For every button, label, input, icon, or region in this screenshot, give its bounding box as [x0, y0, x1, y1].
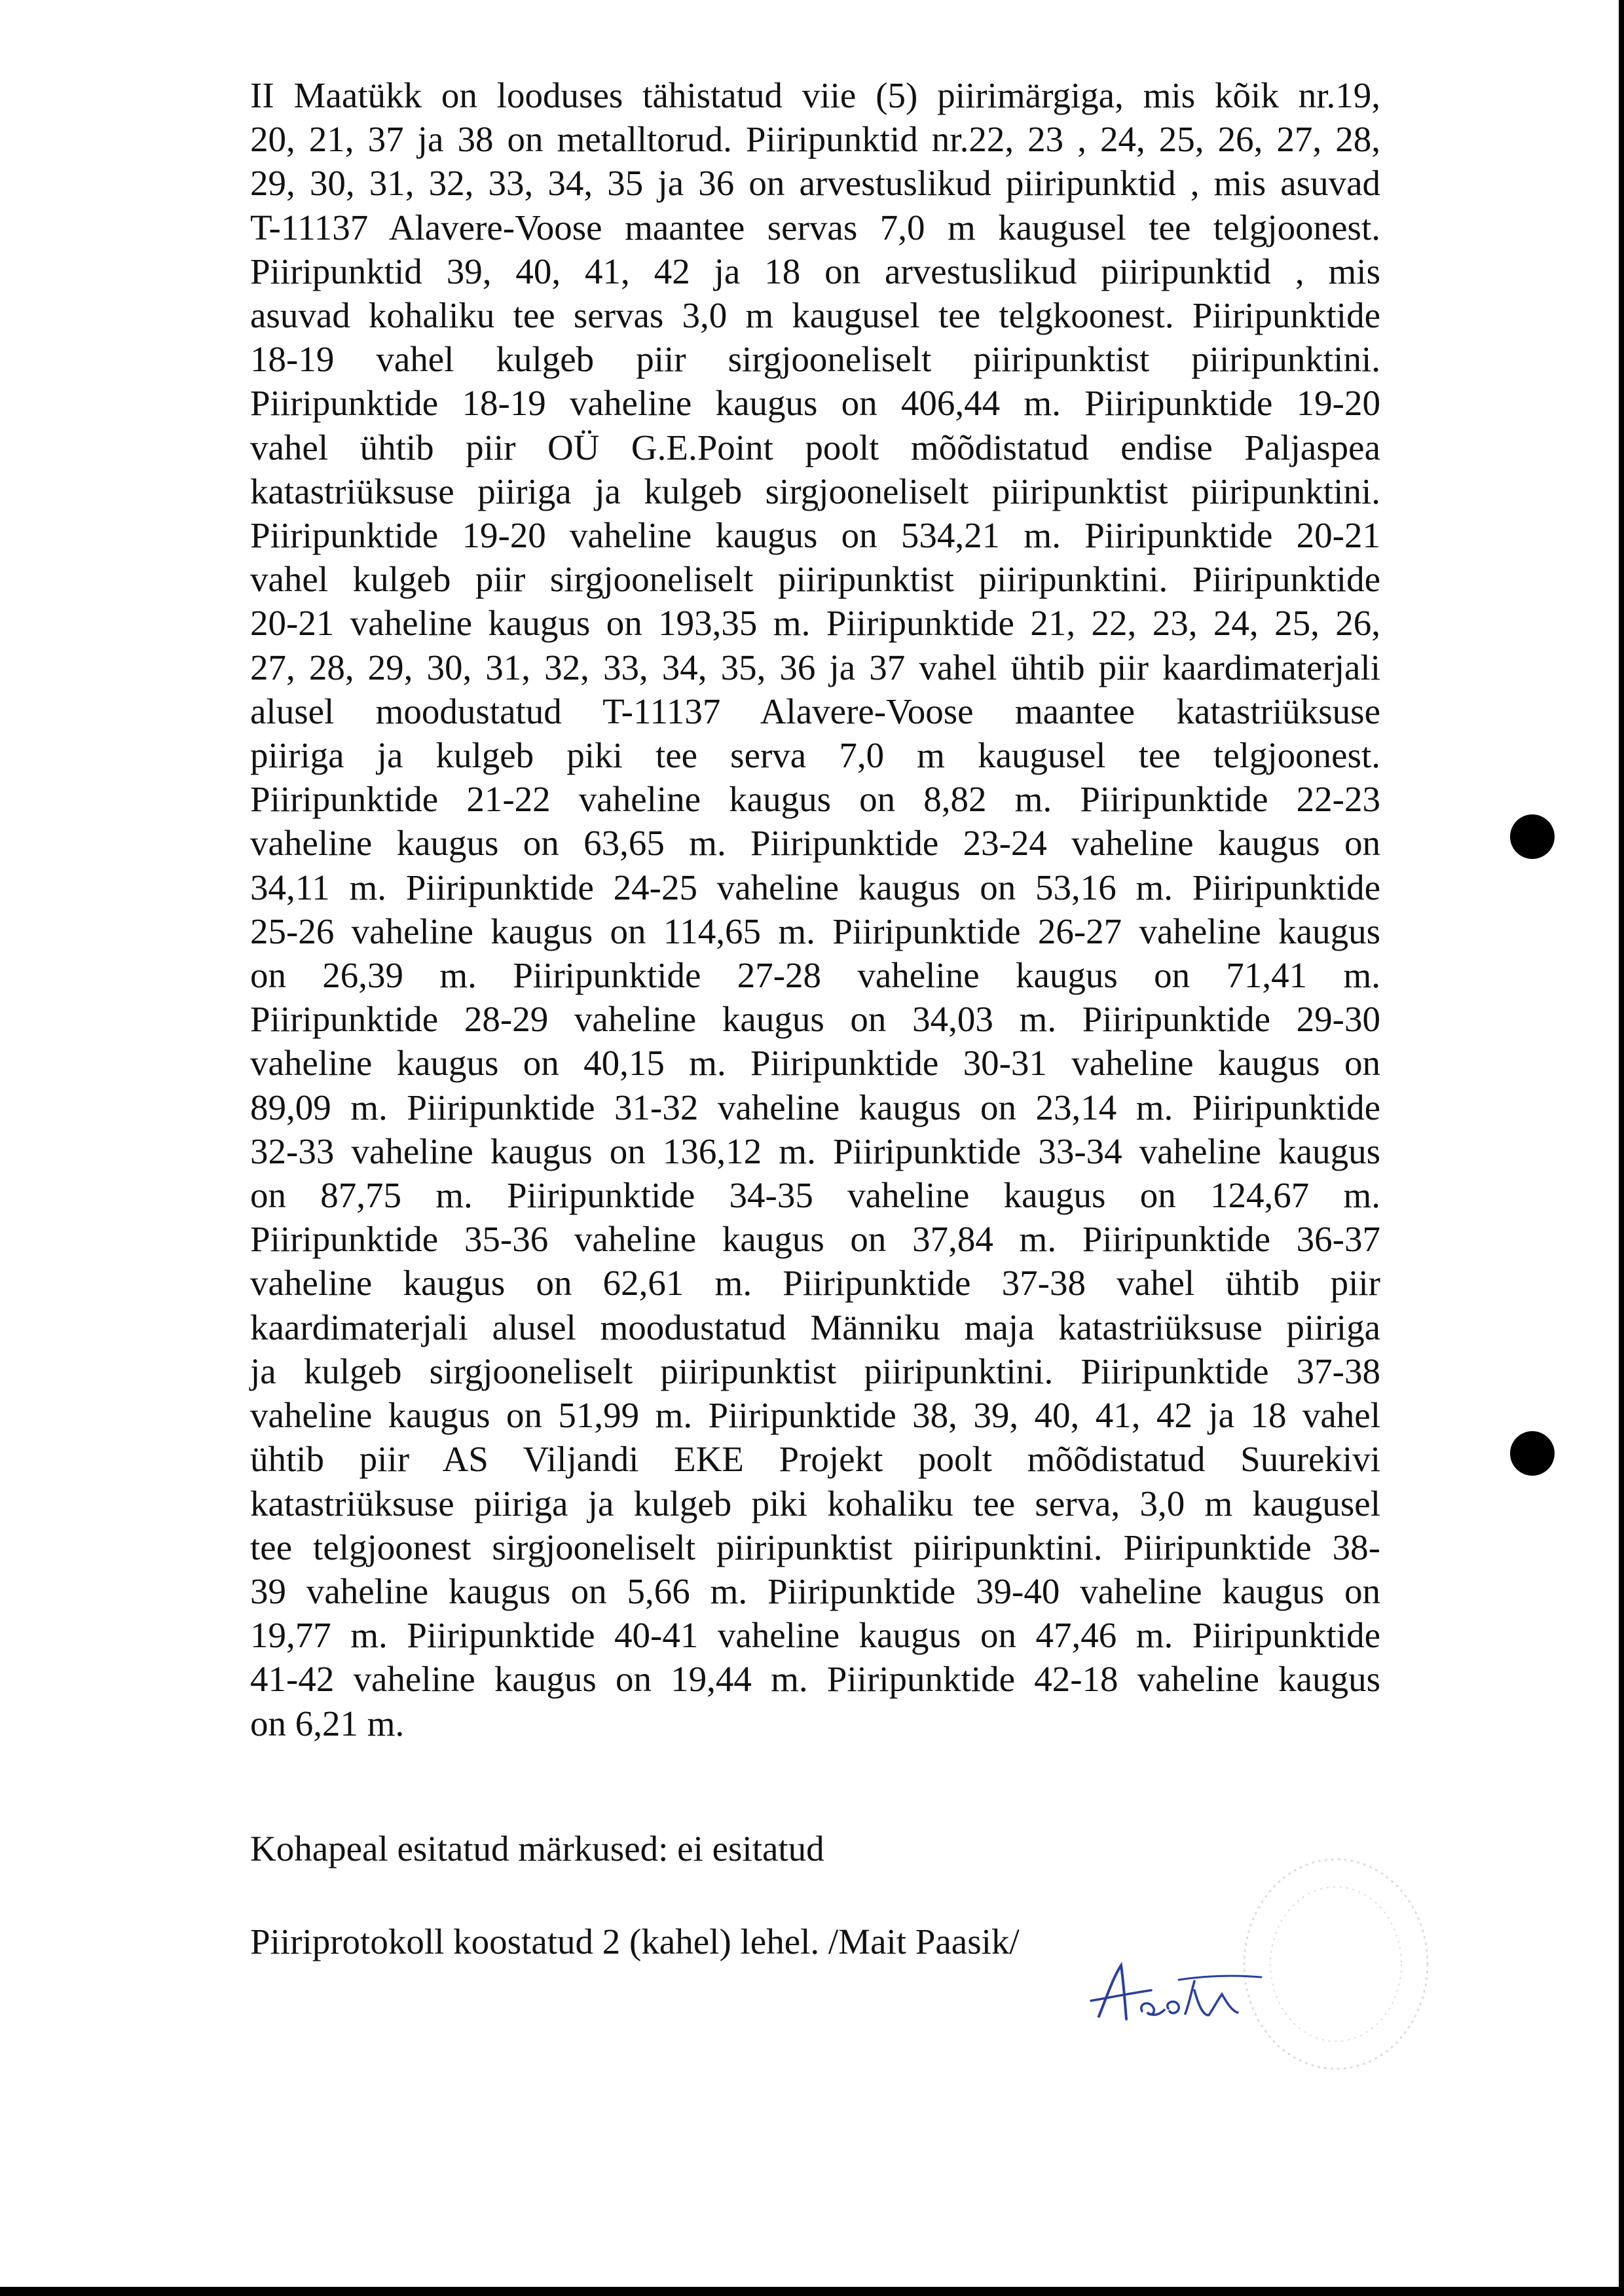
paragraph-line: Piiripunktide 35-36 vaheline kaugus on 37,84 m. Piiripunktide 36-37 — [250, 1219, 1380, 1260]
paragraph-line: Piiripunktide 18-19 vaheline kaugus on 406,44 m. Piiripunktide 19-20 — [250, 383, 1380, 424]
paragraph-line: 89,09 m. Piiripunktide 31-32 vaheline kaugus on 23,14 m. Piiripunktide — [250, 1087, 1380, 1127]
paragraph-line: 18-19 vahel kulgeb piir sirgjooneliselt piiripunktist piiripunktini. — [250, 339, 1380, 380]
paragraph-line: 25-26 vaheline kaugus on 114,65 m. Piiripunktide 26-27 vaheline kaugus — [250, 911, 1380, 951]
paragraph-line: 41-42 vaheline kaugus on 19,44 m. Piiripunktide 42-18 vaheline kaugus — [250, 1659, 1380, 1700]
paragraph-line: vahel kulgeb piir sirgjooneliselt piiripunktist piiripunktini. Piiripunktide — [250, 559, 1380, 600]
paragraph-line: vahel ühtib piir OÜ G.E.Point poolt mõõdistatud endise Paljaspea — [250, 427, 1380, 467]
paragraph-line: II Maatükk on looduses tähistatud viie (5) piirimärgiga, mis kõik nr.19, — [250, 75, 1380, 115]
paragraph-line: 19,77 m. Piiripunktide 40-41 vaheline kaugus on 47,46 m. Piiripunktide — [250, 1615, 1380, 1656]
paragraph-line: T-11137 Alavere-Voose maantee servas 7,0 m kaugusel tee telgjoonest. — [250, 207, 1380, 247]
paragraph-line: 20, 21, 37 ja 38 on metalltorud. Piiripunktid nr.22, 23 , 24, 25, 26, 27, 28, — [250, 119, 1380, 160]
paragraph-line: Piiripunktide 28-29 vaheline kaugus on 34,03 m. Piiripunktide 29-30 — [250, 999, 1380, 1040]
scan-border-right — [1619, 0, 1624, 2296]
paragraph-line: 34,11 m. Piiripunktide 24-25 vaheline kaugus on 53,16 m. Piiripunktide — [250, 867, 1380, 907]
paragraph-line: Piiripunktide 21-22 vaheline kaugus on 8,82 m. Piiripunktide 22-23 — [250, 779, 1380, 820]
paragraph-line: vaheline kaugus on 63,65 m. Piiripunktide 23-24 vaheline kaugus on — [250, 823, 1380, 864]
paragraph-line: ja kulgeb sirgjooneliselt piiripunktist piiripunktini. Piiripunktide 37-38 — [250, 1351, 1380, 1391]
paragraph-line: kaardimaterjali alusel moodustatud Männiku maja katastriüksuse piiriga — [250, 1307, 1380, 1347]
paragraph-line: tee telgjoonest sirgjooneliselt piiripunktist piiripunktini. Piiripunktide 38- — [250, 1527, 1380, 1567]
paragraph-line: alusel moodustatud T-11137 Alavere-Voose maantee katastriüksuse — [250, 691, 1380, 731]
paragraph-line: vaheline kaugus on 62,61 m. Piiripunktide 37-38 vahel ühtib piir — [250, 1263, 1380, 1303]
remarks-line: Kohapeal esitatud märkused: ei esitatud — [250, 1829, 824, 1868]
paragraph-line: asuvad kohaliku tee servas 3,0 m kaugusel tee telgkoonest. Piiripunktide — [250, 295, 1380, 336]
paragraph-line: piiriga ja kulgeb piki tee serva 7,0 m kaugusel tee telgjoonest. — [250, 735, 1380, 776]
scan-border-bottom — [0, 2287, 1624, 2296]
paragraph-line: ühtib piir AS Viljandi EKE Projekt poolt mõõdistatud Suurekivi — [250, 1439, 1380, 1480]
paragraph-line: 20-21 vaheline kaugus on 193,35 m. Piiripunktide 21, 22, 23, 24, 25, 26, — [250, 603, 1380, 644]
paragraph-line: 27, 28, 29, 30, 31, 32, 33, 34, 35, 36 ja 37 vahel ühtib piir kaardimaterjali — [250, 647, 1380, 687]
paragraph-line: vaheline kaugus on 51,99 m. Piiripunktide 38, 39, 40, 41, 42 ja 18 vahel — [250, 1395, 1380, 1436]
punch-hole-upper — [1510, 814, 1555, 859]
paragraph-line: on 26,39 m. Piiripunktide 27-28 vaheline kaugus on 71,41 m. — [250, 955, 1380, 996]
protocol-note-line: Piiriprotokoll koostatud 2 (kahel) lehel. /Mait Paasik/ — [250, 1922, 1020, 1961]
paragraph-line: 29, 30, 31, 32, 33, 34, 35 ja 36 on arvestuslikud piiripunktid , mis asuvad — [250, 163, 1380, 204]
paragraph-line: Piiripunktid 39, 40, 41, 42 ja 18 on arvestuslikud piiripunktid , mis — [250, 251, 1380, 291]
paragraph-line: katastriüksuse piiriga ja kulgeb sirgjooneliselt piiripunktist piiripunktini. — [250, 471, 1380, 511]
boundary-description-paragraph — [250, 73, 1380, 1745]
paragraph-line: on 6,21 m. — [250, 1703, 405, 1743]
paragraph-line: 39 vaheline kaugus on 5,66 m. Piiripunktide 39-40 vaheline kaugus on — [250, 1571, 1380, 1611]
paragraph-line: vaheline kaugus on 40,15 m. Piiripunktide 30-31 vaheline kaugus on — [250, 1043, 1380, 1084]
handwritten-signature — [1087, 1951, 1277, 2036]
paragraph-line: on 87,75 m. Piiripunktide 34-35 vaheline kaugus on 124,67 m. — [250, 1175, 1380, 1216]
paragraph-line: 32-33 vaheline kaugus on 136,12 m. Piiripunktide 33-34 vaheline kaugus — [250, 1131, 1380, 1171]
paragraph-line: Piiripunktide 19-20 vaheline kaugus on 534,21 m. Piiripunktide 20-21 — [250, 515, 1380, 556]
paragraph-line: katastriüksuse piiriga ja kulgeb piki kohaliku tee serva, 3,0 m kaugusel — [250, 1483, 1380, 1523]
punch-hole-lower — [1510, 1431, 1555, 1476]
